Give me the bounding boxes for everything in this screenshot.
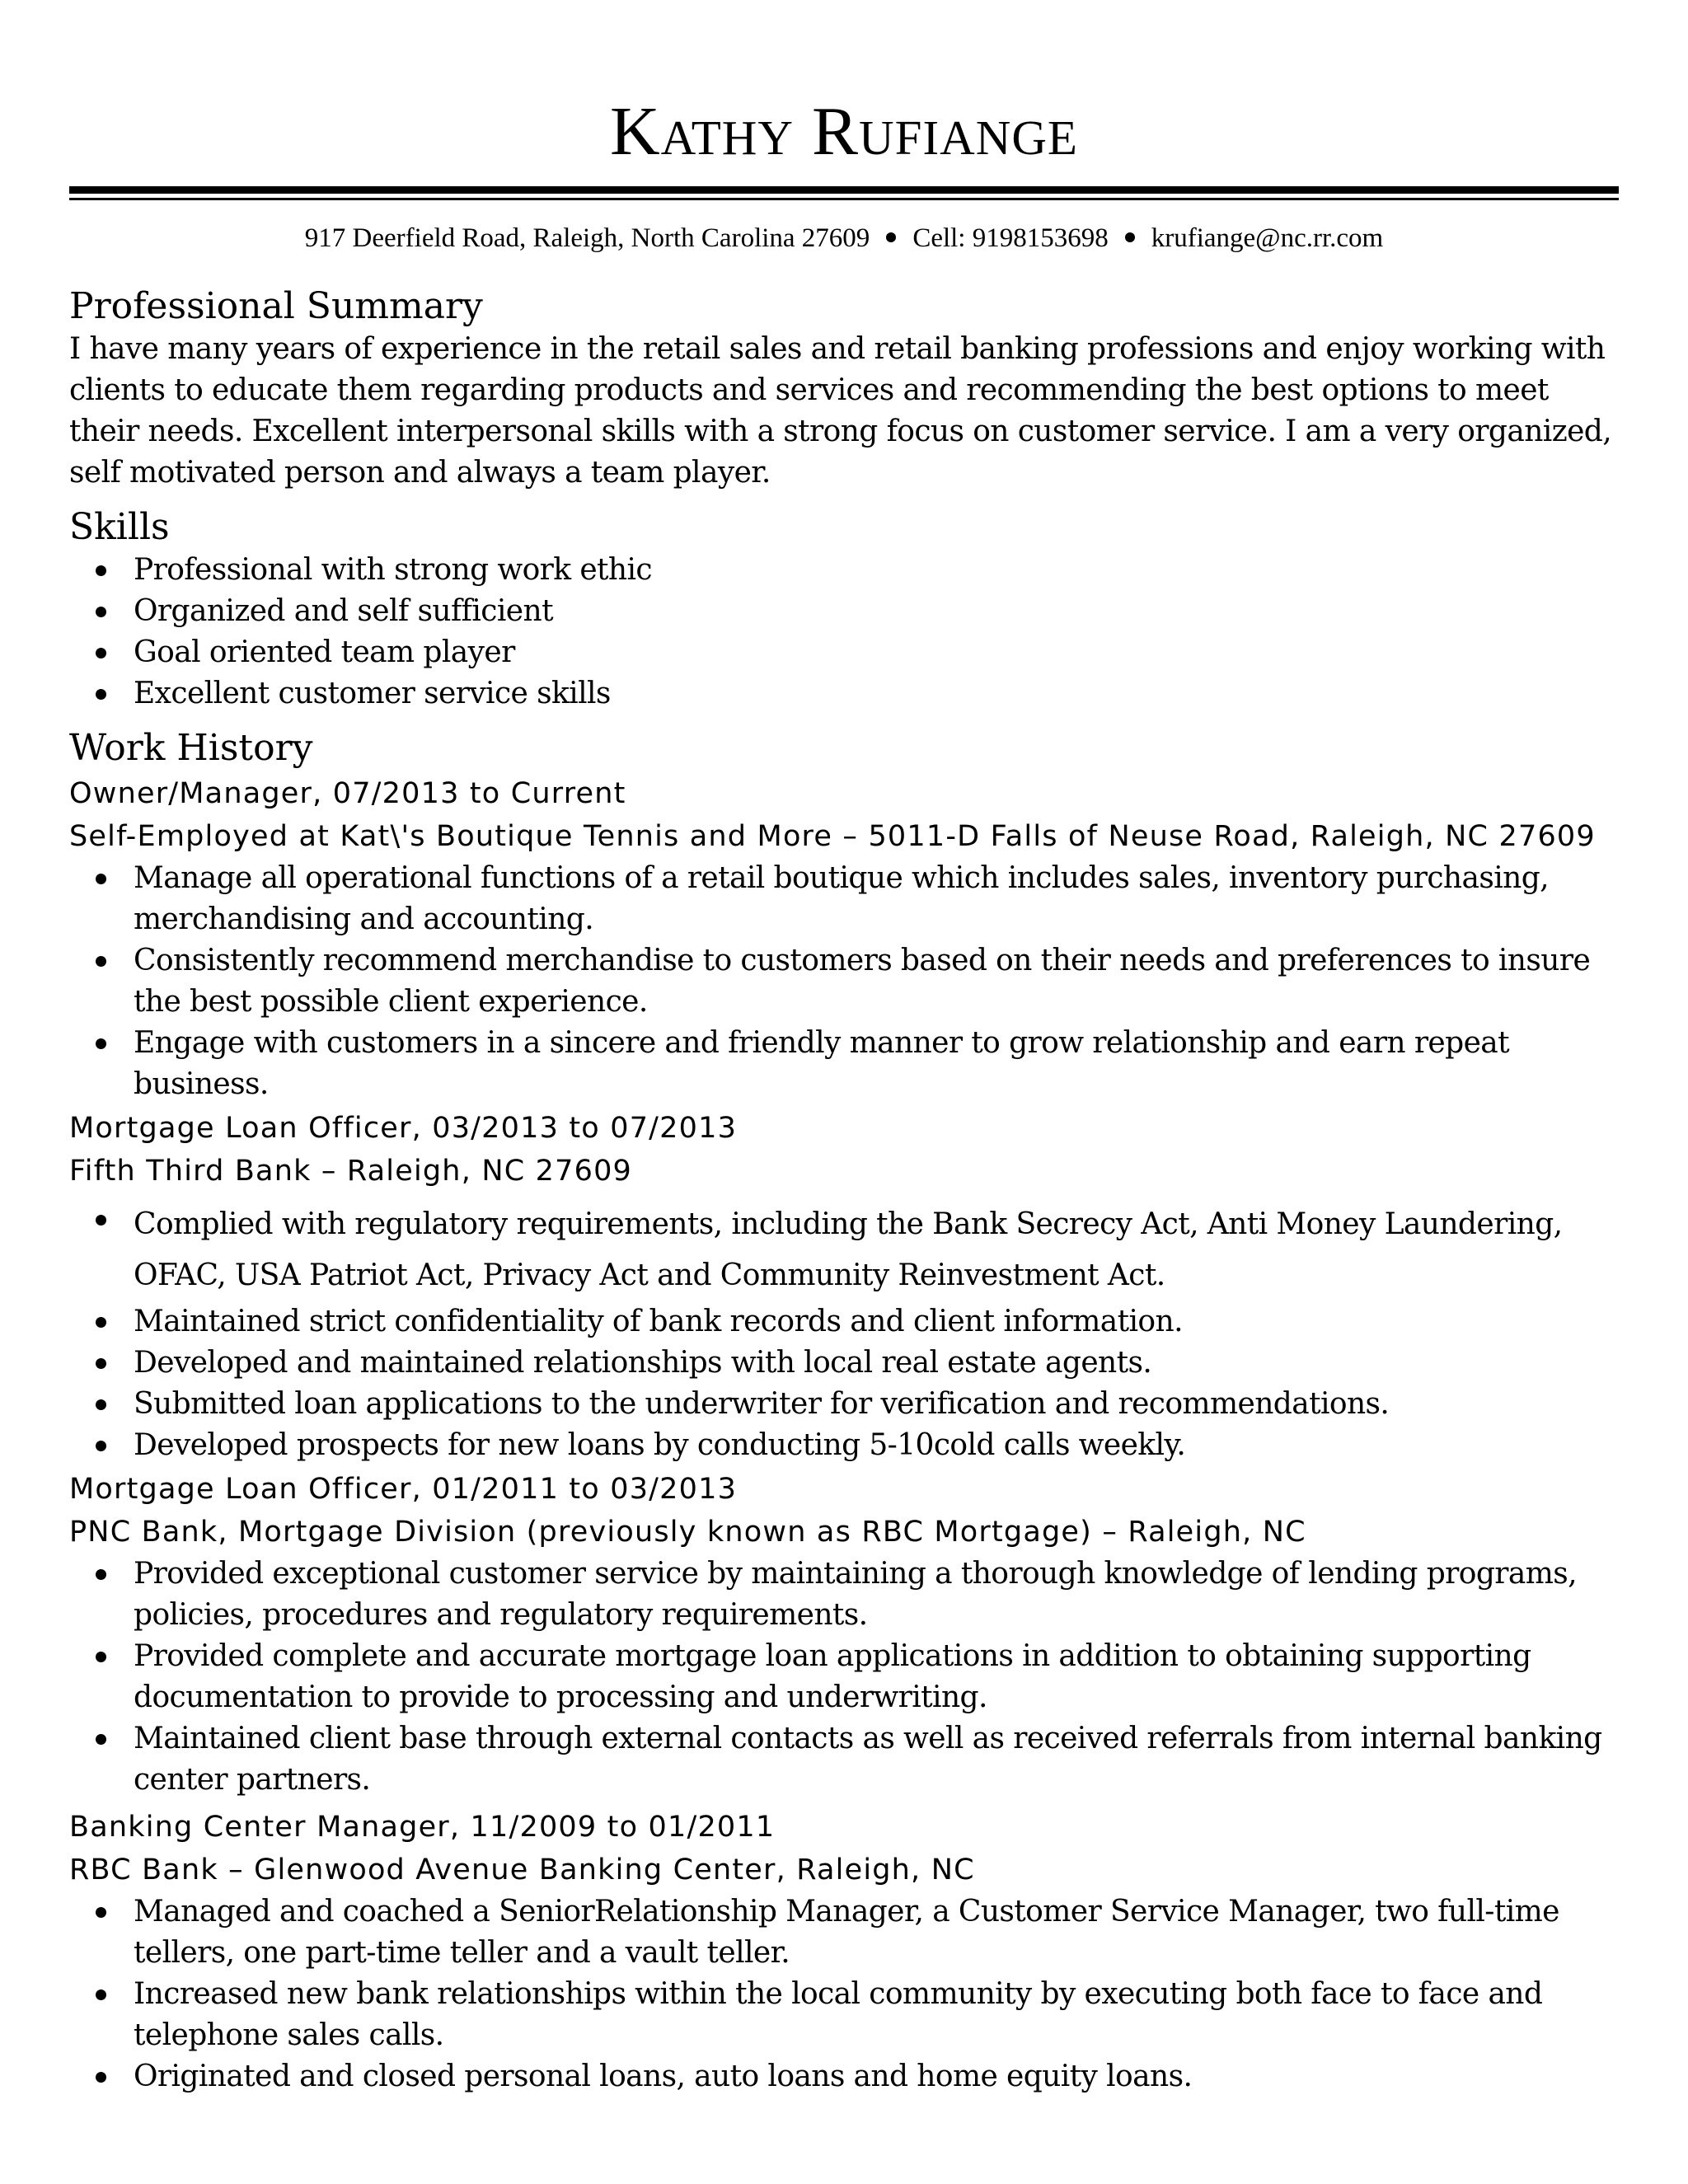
list-item: Provided complete and accurate mortgage loan applications in addition to obtaining supporting documentation to provide to processing and underwriting.	[69, 1636, 1619, 1718]
job-title: Owner/Manager, 07/2013 to Current	[69, 777, 626, 810]
bullet-icon	[96, 1038, 106, 1049]
job-employer: Self-Employed at Kat\'s Boutique Tennis and More – 5011-D Falls of Neuse Road, Raleigh, NC 27609	[69, 820, 1596, 853]
bullet-icon	[96, 648, 106, 658]
bullet-icon	[96, 1317, 106, 1328]
list-item: Provided exceptional customer service by maintaining a thorough knowledge of lending programs, policies, procedures and regulatory requirements.	[69, 1554, 1619, 1636]
bullet-icon	[96, 1569, 106, 1580]
job-entry	[69, 772, 1619, 1105]
job-title: Mortgage Loan Officer, 01/2011 to 03/2013	[69, 1473, 738, 1506]
job-bullets	[69, 858, 1619, 1105]
header-rule-thin	[69, 198, 1619, 200]
list-item: Consistently recommend merchandise to customers based on their needs and preferences to insure the best possible client experience.	[69, 940, 1619, 1023]
contact-line	[69, 222, 1619, 255]
job-entry	[69, 1806, 1619, 2097]
bullet-icon	[96, 956, 106, 967]
list-item: Professional with strong work ethic	[69, 550, 1619, 591]
list-item: Originated and closed personal loans, auto loans and home equity loans.	[69, 2056, 1619, 2097]
section-title-work-history: Work History	[69, 727, 313, 769]
job-bullets	[69, 1891, 1619, 2097]
job-bullets	[69, 1199, 1619, 1466]
header-rule-thick	[69, 186, 1619, 194]
bullet-icon	[96, 1441, 106, 1451]
bullet-icon	[96, 1399, 106, 1410]
job-employer: Fifth Third Bank – Raleigh, NC 27609	[69, 1155, 633, 1188]
section-title-summary: Professional Summary	[69, 285, 483, 327]
bullet-icon	[96, 2072, 106, 2083]
contact-cell: Cell: 9198153698	[912, 223, 1109, 253]
bullet-icon	[96, 874, 106, 884]
contact-email: krufiange@nc.rr.com	[1151, 223, 1384, 253]
list-item: Submitted loan applications to the underwriter for verification and recommendations.	[69, 1384, 1619, 1425]
job-entry	[69, 1468, 1619, 1801]
list-item: Developed prospects for new loans by conducting 5-10cold calls weekly.	[69, 1425, 1619, 1466]
skills-list	[69, 550, 1619, 715]
list-item: Managed and coached a SeniorRelationship Manager, a Customer Service Manager, two full-time tellers, one part-time teller and a vault teller.	[69, 1891, 1619, 1974]
bullet-icon	[96, 1907, 106, 1918]
bullet-icon	[96, 1652, 106, 1662]
job-entry	[69, 1107, 1619, 1466]
list-item: Excellent customer service skills	[69, 673, 1619, 715]
list-item: Complied with regulatory requirements, including the Bank Secrecy Act, Anti Money Laundering, OFAC, USA Patriot Act, Privacy Act and Community Reinvestment Act.	[69, 1199, 1619, 1301]
list-item: Goal oriented team player	[69, 632, 1619, 673]
bullet-icon	[96, 1990, 106, 2000]
candidate-name: Kathy Rufiange	[610, 93, 1078, 170]
list-item: Developed and maintained relationships with local real estate agents.	[69, 1343, 1619, 1384]
bullet-icon	[96, 1215, 106, 1226]
bullet-icon	[96, 565, 106, 576]
bullet-icon	[96, 689, 106, 700]
separator-dot-icon	[1125, 232, 1135, 242]
bullet-icon	[96, 1358, 106, 1369]
bullet-icon	[96, 607, 106, 617]
contact-address: 917 Deerfield Road, Raleigh, North Carolina 27609	[304, 223, 870, 253]
list-item: Maintained strict confidentiality of bank records and client information.	[69, 1301, 1619, 1343]
list-item: Manage all operational functions of a retail boutique which includes sales, inventory purchasing, merchandising and accounting.	[69, 858, 1619, 940]
job-title: Mortgage Loan Officer, 03/2013 to 07/2013	[69, 1112, 738, 1145]
job-employer: RBC Bank – Glenwood Avenue Banking Center, Raleigh, NC	[69, 1854, 975, 1886]
job-title: Banking Center Manager, 11/2009 to 01/2011	[69, 1811, 776, 1844]
summary-text: I have many years of experience in the retail sales and retail banking professions and enjoy working with clients to educate them regarding products and services and recommending the best options to meet their needs. Excellent interpersonal skills with a strong focus on customer service. I am a very organized, self motivated person and always a team player.	[69, 332, 1612, 490]
job-bullets	[69, 1554, 1619, 1801]
list-item: Organized and self sufficient	[69, 591, 1619, 632]
list-item: Engage with customers in a sincere and friendly manner to grow relationship and earn repeat business.	[69, 1023, 1619, 1105]
job-employer: PNC Bank, Mortgage Division (previously known as RBC Mortgage) – Raleigh, NC	[69, 1516, 1306, 1549]
list-item: Increased new bank relationships within the local community by executing both face to face and telephone sales calls.	[69, 1974, 1619, 2056]
bullet-icon	[96, 1734, 106, 1745]
separator-dot-icon	[886, 232, 896, 242]
list-item: Maintained client base through external contacts as well as received referrals from internal banking center partners.	[69, 1718, 1619, 1801]
section-title-skills: Skills	[69, 506, 170, 548]
